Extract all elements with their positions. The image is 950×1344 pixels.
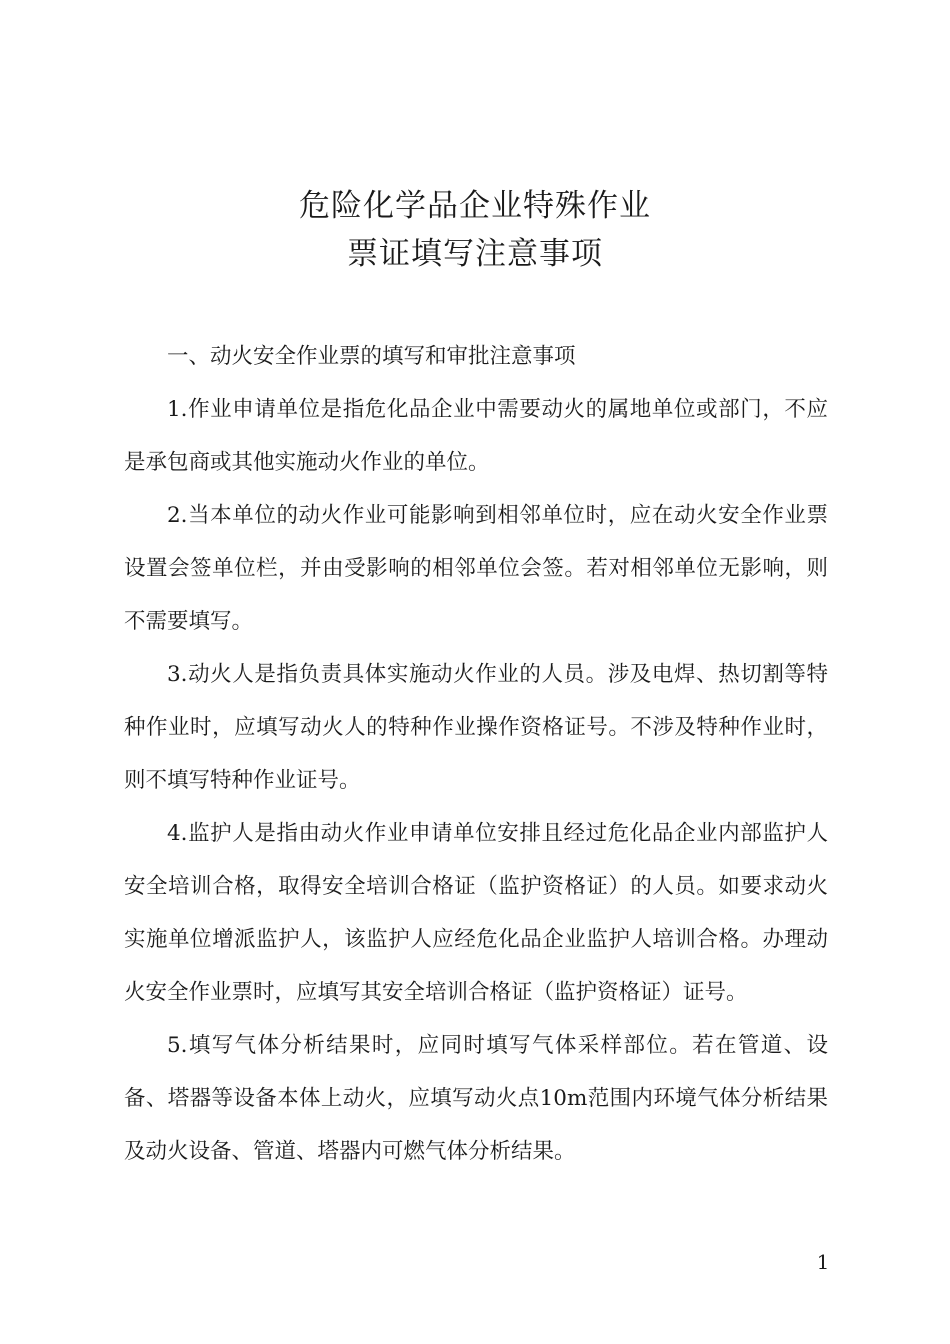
section-heading: 一、动火安全作业票的填写和审批注意事项 — [167, 344, 576, 369]
paragraph-item-5: 5.填写气体分析结果时，应同时填写气体采样部位。若在管道、设备、塔器等设备本体上动火，应填写动火点10m范围内环境气体分析结果及动火设备、管道、塔器内可燃气体分析结果。 — [124, 1033, 828, 1164]
paragraph-item-3: 3.动火人是指负责具体实施动火作业的人员。涉及电焊、热切割等特种作业时，应填写动火人的特种作业操作资格证号。不涉及特种作业时，则不填写特种作业证号。 — [124, 662, 828, 793]
paragraph-item-1: 1.作业申请单位是指危化品企业中需要动火的属地单位或部门，不应是承包商或其他实施动火作业的单位。 — [124, 397, 828, 475]
page-number: 1 — [816, 1250, 830, 1274]
paragraph-item-4: 4.监护人是指由动火作业申请单位安排且经过危化品企业内部监护人安全培训合格，取得安全培训合格证（监护资格证）的人员。如要求动火实施单位增派监护人，该监护人应经危化品企业监护人培训合格。办理动火安全作业票时，应填写其安全培训合格证（监护资格证）证号。 — [124, 821, 828, 1005]
paragraph-item-2: 2.当本单位的动火作业可能影响到相邻单位时，应在动火安全作业票设置会签单位栏，并由受影响的相邻单位会签。若对相邻单位无影响，则不需要填写。 — [124, 503, 828, 634]
document-body — [124, 330, 828, 1178]
document-title-line-1: 危险化学品企业特殊作业 — [299, 188, 651, 224]
document-title-line-2: 票证填写注意事项 — [347, 236, 603, 272]
